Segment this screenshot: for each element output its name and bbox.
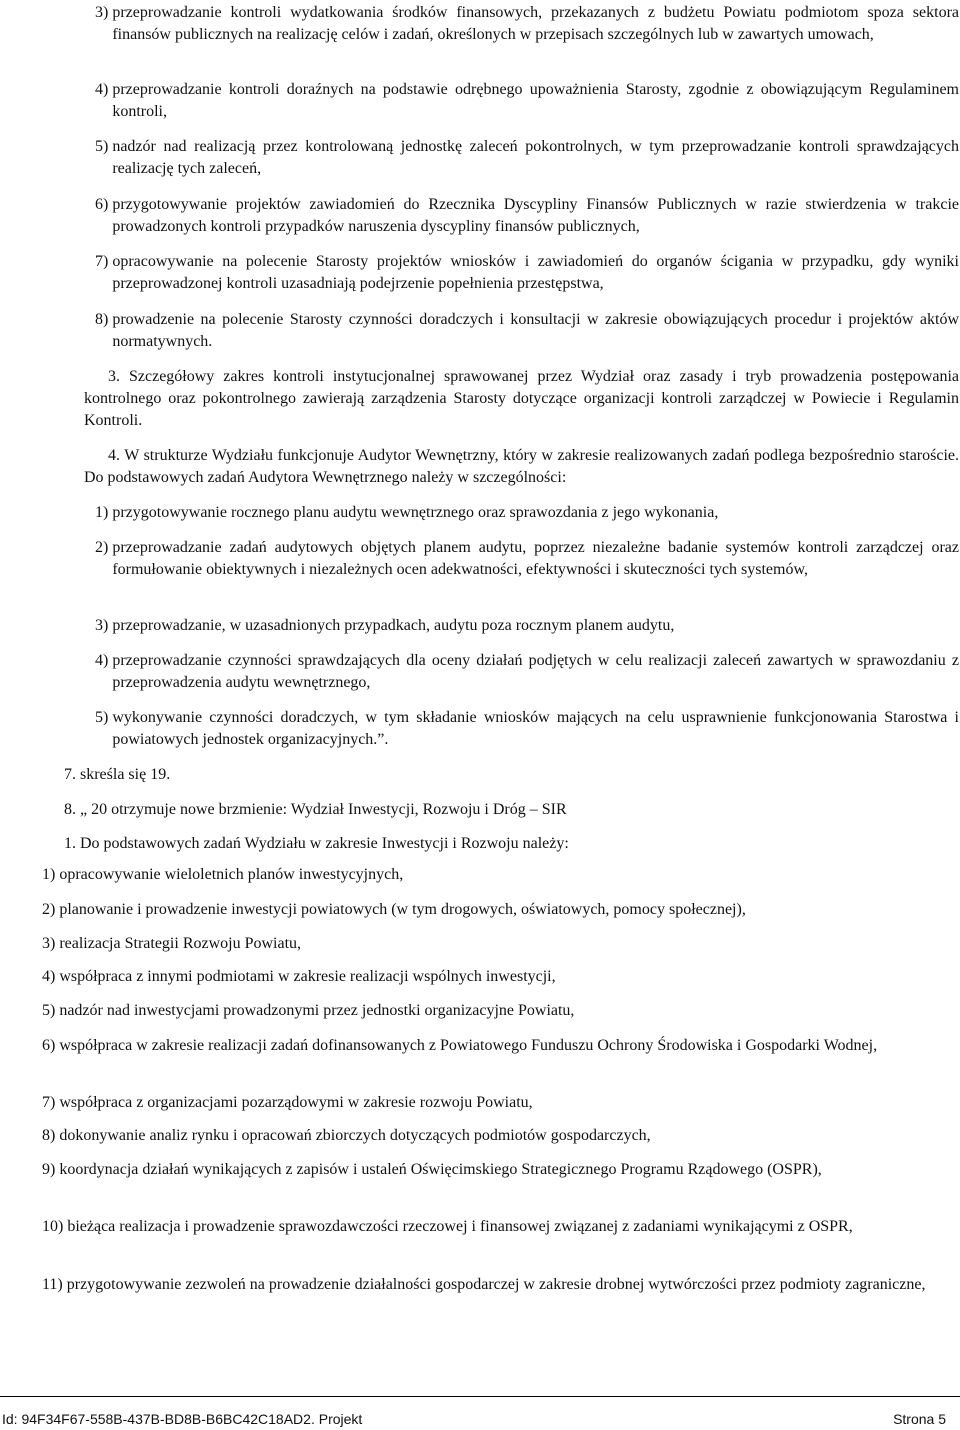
list-item-number: 7) [95,253,113,270]
list-item-number: 4) [42,968,60,985]
list-item [95,309,959,353]
list-item-number: 4) [95,652,113,669]
list-item [95,194,959,238]
list-item-number: 8) [42,1127,60,1144]
list-item-number: 3) [95,617,113,634]
list-item-text: bieżąca realizacja i prowadzenie sprawozdawczości rzeczowej i finansowej związanej z zadaniami wynikającymi z OSPR, [67,1218,853,1235]
list-item-text: wykonywanie czynności doradczych, w tym składanie wniosków mających na celu usprawnienie funkcjonowania Starostwa i powiatowych jednostek organizacyjnych.”. [112,709,959,748]
amendment-item-8 [64,799,944,821]
list-item-text: współpraca w zakresie realizacji zadań dofinansowanych z Powiatowego Funduszu Ochrony Środowiska i Gospodarki Wodnej, [59,1037,878,1054]
list-item-number: 11) [42,1276,67,1293]
page-footer [0,1396,960,1429]
list-item [95,537,959,581]
page-number: Strona 5 [893,1411,946,1427]
paragraph-section-4 [84,445,959,489]
list-item-text: opracowywanie wieloletnich planów inwestycyjnych, [59,866,404,883]
list-item-number: 6) [42,1037,60,1054]
list-item [42,933,959,955]
list-item [42,1092,959,1114]
list-item-text: przeprowadzanie, w uzasadnionych przypadkach, audytu poza rocznym planem audytu, [112,617,675,634]
list-item-text: przeprowadzanie zadań audytowych objętych planem audytu, poprzez niezależne badanie systemów kontroli zarządczej oraz formułowanie obiektywnych i niezależnych ocen adekwatności, efektywności i skuteczności tych systemów, [112,539,959,578]
list-item-number: 8) [95,311,113,328]
document-id: Id: 94F34F67-558B-437B-BD8B-B6BC42C18AD2. Projekt [2,1411,363,1427]
list-item-number: 5) [95,709,113,726]
list-item-text: nadzór nad inwestycjami prowadzonymi przez jednostki organizacyjne Powiatu, [59,1002,575,1019]
list-item-text: prowadzenie na polecenie Starosty czynności doradczych i konsultacji w zakresie obowiązujących procedur i projektów aktów normatywnych. [112,311,959,350]
list-item-number: 6) [95,196,113,213]
list-item-number: 5) [95,138,113,155]
list-item-text: przygotowywanie rocznego planu audytu wewnętrznego oraz sprawozdania z jego wykonania, [112,504,719,521]
amendment-text: 8. „ 20 otrzymuje nowe brzmienie: Wydział Inwestycji, Rozwoju i Dróg – SIR [64,801,567,818]
list-item-text: przeprowadzanie czynności sprawdzających dla oceny działań podjętych w celu realizacji zaleceń zawartych w sprawozdaniu z przeprowadzenia audytu wewnętrznego, [112,652,959,691]
list-item-number: 7) [42,1094,60,1111]
list-item [42,1216,959,1238]
list-item [95,251,959,295]
amendment-item-7 [64,764,944,786]
paragraph-text: 1. Do podstawowych zadań Wydziału w zakresie Inwestycji i Rozwoju należy: [64,835,569,852]
list-item-number: 9) [42,1161,60,1178]
list-item [42,1159,959,1181]
list-item [95,707,959,751]
list-item-number: 1) [95,504,113,521]
list-item-text: opracowywanie na polecenie Starosty projektów wniosków i zawiadomień do organów ścigania w przypadku, gdy wyniki przeprowadzonej kontroli uzasadniają podejrzenie popełnienia przestępstwa, [112,253,959,292]
list-item [42,1125,959,1147]
list-item [42,1035,959,1057]
list-item-number: 5) [42,1002,60,1019]
list-item [95,615,959,637]
list-item-number: 4) [95,81,113,98]
list-item-text: przygotowywanie zezwoleń na prowadzenie działalności gospodarczej w zakresie drobnej wytwórczości przez podmioty zagraniczne, [66,1276,926,1293]
list-item-number: 3) [95,4,113,21]
paragraph-section-3 [84,366,959,432]
list-item-text: dokonywanie analiz rynku i opracowań zbiorczych dotyczących podmiotów gospodarczych, [59,1127,651,1144]
list-item [42,1000,959,1022]
list-item-text: koordynacja działań wynikających z zapisów i ustaleń Oświęcimskiego Strategicznego Programu Rządowego (OSPR), [59,1161,822,1178]
list-item-text: nadzór nad realizacją przez kontrolowaną jednostkę zaleceń pokontrolnych, w tym przeprowadzanie kontroli sprawdzających realizację tych zaleceń, [112,138,959,177]
paragraph-duties-intro [64,833,944,855]
list-item-text: przeprowadzanie kontroli doraźnych na podstawie odrębnego upoważnienia Starosty, zgodnie z obowiązującym Regulaminem kontroli, [112,81,959,120]
list-item-text: współpraca z innymi podmiotami w zakresie realizacji wspólnych inwestycji, [59,968,556,985]
list-item-text: przygotowywanie projektów zawiadomień do Rzecznika Dyscypliny Finansów Publicznych w razie stwierdzenia w trakcie prowadzonych kontroli przypadków naruszenia dyscypliny finansów publicznych, [112,196,959,235]
list-item-text: planowanie i prowadzenie inwestycji powiatowych (w tym drogowych, oświatowych, pomocy społecznej), [59,901,746,918]
list-item-text: realizacja Strategii Rozwoju Powiatu, [59,935,302,952]
list-item [95,136,959,180]
list-item-text: współpraca z organizacjami pozarządowymi w zakresie rozwoju Powiatu, [59,1094,533,1111]
list-item [42,899,959,921]
list-item-number: 1) [42,866,60,883]
list-item [42,1274,959,1296]
list-item-number: 3) [42,935,60,952]
list-item-number: 2) [42,901,60,918]
list-item [95,650,959,694]
list-item [42,966,959,988]
list-item [95,502,959,524]
list-item [95,2,959,46]
amendment-text: 7. skreśla się 19. [64,766,171,783]
list-item [95,79,959,123]
paragraph-text: 4. W strukturze Wydziału funkcjonuje Audytor Wewnętrzny, który w zakresie realizowanych zadań podlega bezpośrednio staroście. Do podstawowych zadań Audytora Wewnętrznego należy w szczególności: [84,447,959,486]
list-item [42,864,959,886]
list-item-number: 2) [95,539,113,556]
paragraph-text: 3. Szczegółowy zakres kontroli instytucjonalnej sprawowanej przez Wydział oraz zasady i tryb prowadzenia postępowania kontrolnego oraz pokontrolnego zawierają zarządzenia Starosty dotyczące organizacji kontroli zarządczej w Powiecie i Regulamin Kontroli. [84,368,959,429]
list-item-number: 10) [42,1218,68,1235]
list-item-text: przeprowadzanie kontroli wydatkowania środków finansowych, przekazanych z budżetu Powiatu podmiotom spoza sektora finansów publicznych na realizację celów i zadań, określonych w przepisach szczególnych lub w zawartych umowach, [112,4,959,43]
